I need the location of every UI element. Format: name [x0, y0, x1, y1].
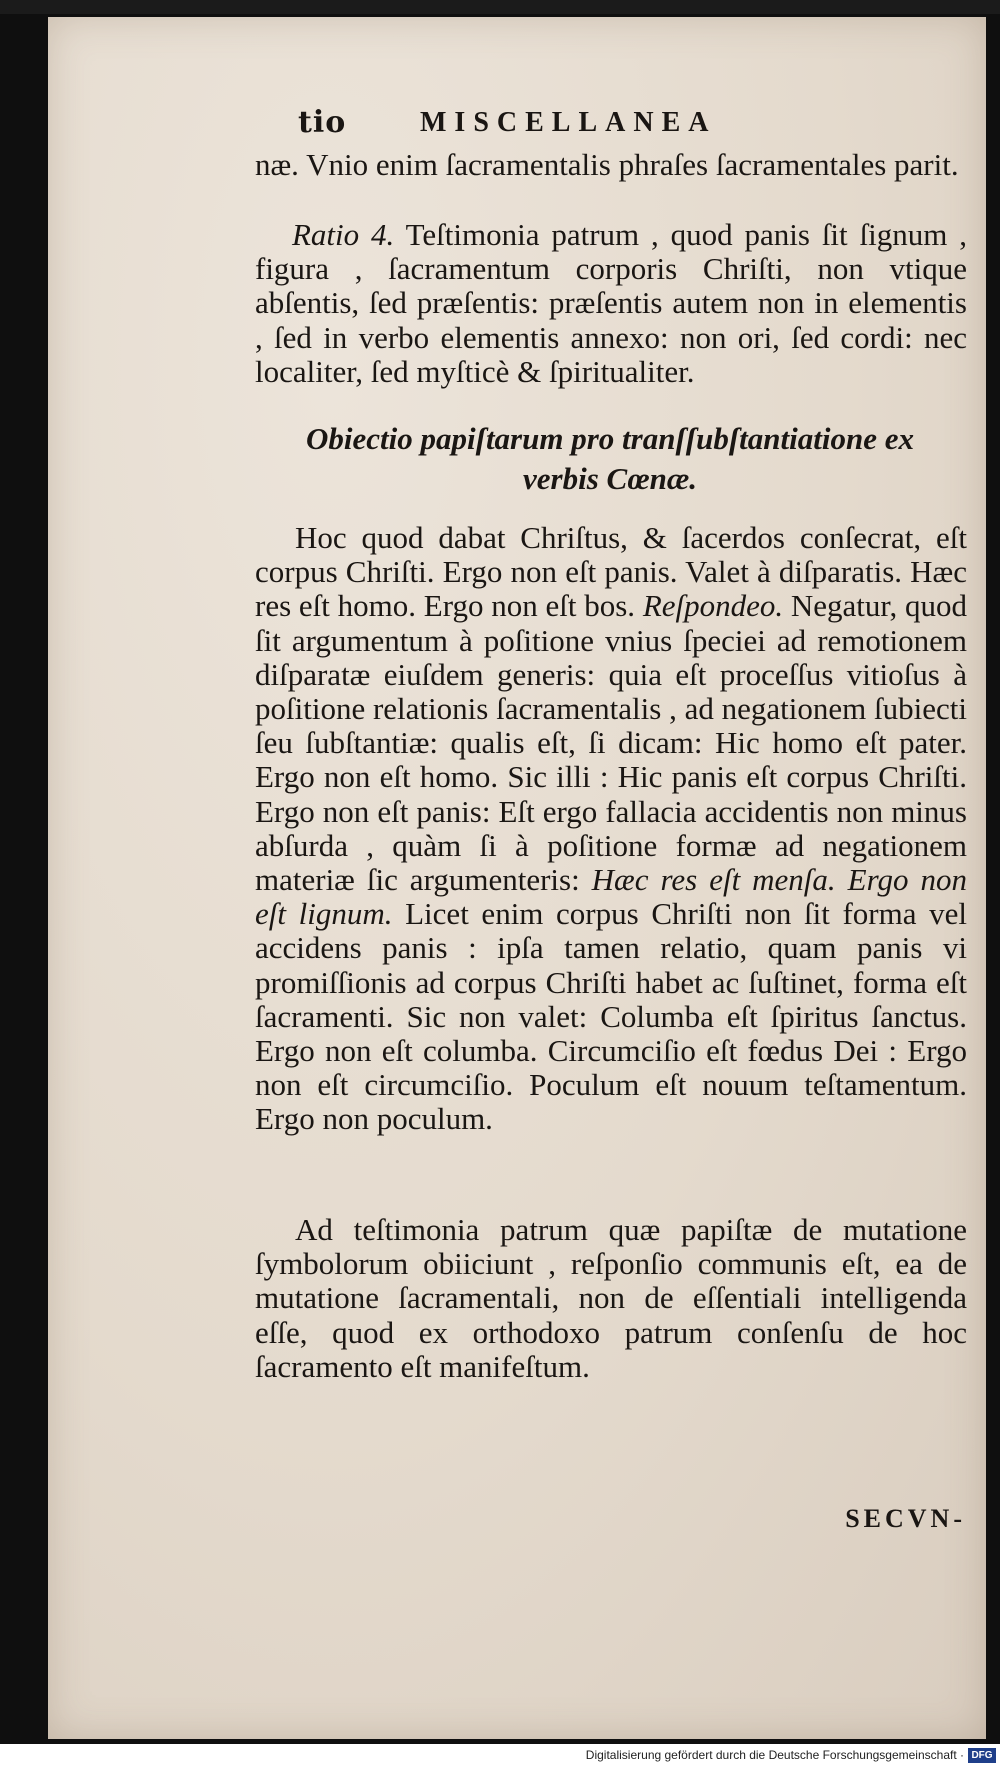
example-italic: Hæc res eſt menſa. Ergo non eſt lignum. — [255, 862, 967, 932]
ratio-label: Ratio 4. — [292, 217, 395, 252]
book-page — [48, 17, 986, 1739]
footer-credit: Digitalisierung gefördert durch die Deutsche Forschungsgemeinschaft · — [585, 1748, 964, 1762]
paragraph-continuation — [255, 148, 967, 182]
catchword: SECVN- — [845, 1504, 966, 1533]
paragraph-text: Teſtimonia patrum , quod panis ſit ſignum , figura , ſacramentum corporis Chriſti, non vtique abſentis, ſed præſentis: præſentis autem non in elementis , ſed in verbo elementis annexo: non ori, ſed cordi: nec localiter, ſed myſticè & ſpiritualiter. — [255, 217, 967, 389]
page-number: tio — [298, 105, 347, 140]
paragraph-text: Ad teſtimonia patrum quæ papiſtæ de mutatione ſymbolorum obiiciunt , reſponſio communis eſt, ea de mutatione ſacramentali, non de eſſentiali intelligenda eſſe, quod ex orthodoxo patrum conſenſu de hoc ſacramento eſt manifeſtum. — [255, 1212, 967, 1384]
paragraph-text: Hoc quod dabat Chriſtus, & ſacerdos conſecrat, eſt corpus Chriſti. Ergo non eſt panis. Valet à diſparatis. Hæc res eſt homo. Ergo non eſt bos. — [255, 520, 967, 624]
paragraph-text: Negatur, quod ſit argumentum à poſitione vnius ſpeciei ad remotionem diſparatæ eiuſdem generis: quia eſt proceſſus vitioſus à poſitione relationis ſacramentalis , ad negationem ſubiecti ſeu ſubſtantiæ: qualis eſt, ſi dicam: Hic homo eſt pater. Ergo non eſt homo. Sic illi : Hic panis eſt corpus Chriſti. Ergo non eſt panis: Eſt ergo fallacia accidentis non minus abſurda , quàm ſi à poſitione formæ ad negationem materiæ ſic argumenteris: — [255, 588, 968, 898]
paragraph-text: Licet enim corpus Chriſti non ſit forma vel accidens panis : ipſa tamen relatio, quam panis vi promiſſionis ad corpus Chriſti habet ac ſuſtinet, forma eſt ſacramenti. Sic non valet: Columba eſt ſpiritus ſanctus. Ergo non eſt columba. Circumciſio eſt fœdus Dei : Ergo non eſt circumciſio. Poculum eſt nouum teſtamentum. Ergo non poculum. — [255, 896, 968, 1137]
digitization-footer — [0, 1744, 1000, 1768]
paragraph-testimonia — [255, 1213, 967, 1384]
paragraph-objection — [255, 521, 967, 1137]
section-heading: Obiectio papiſtarum pro tranſſubſtantiatione ex verbis Cœnæ. — [306, 421, 914, 496]
scan-top-edge — [0, 0, 1000, 14]
respondeo-label: Reſpondeo. — [642, 588, 784, 624]
paragraph-text: næ. Vnio enim ſacramentalis phraſes ſacramentales parit. — [255, 147, 959, 182]
running-head-title: MISCELLANEA — [420, 107, 717, 138]
running-head — [298, 105, 818, 145]
dfg-logo-icon: DFG — [968, 1748, 996, 1763]
paragraph-ratio-4 — [255, 218, 967, 389]
